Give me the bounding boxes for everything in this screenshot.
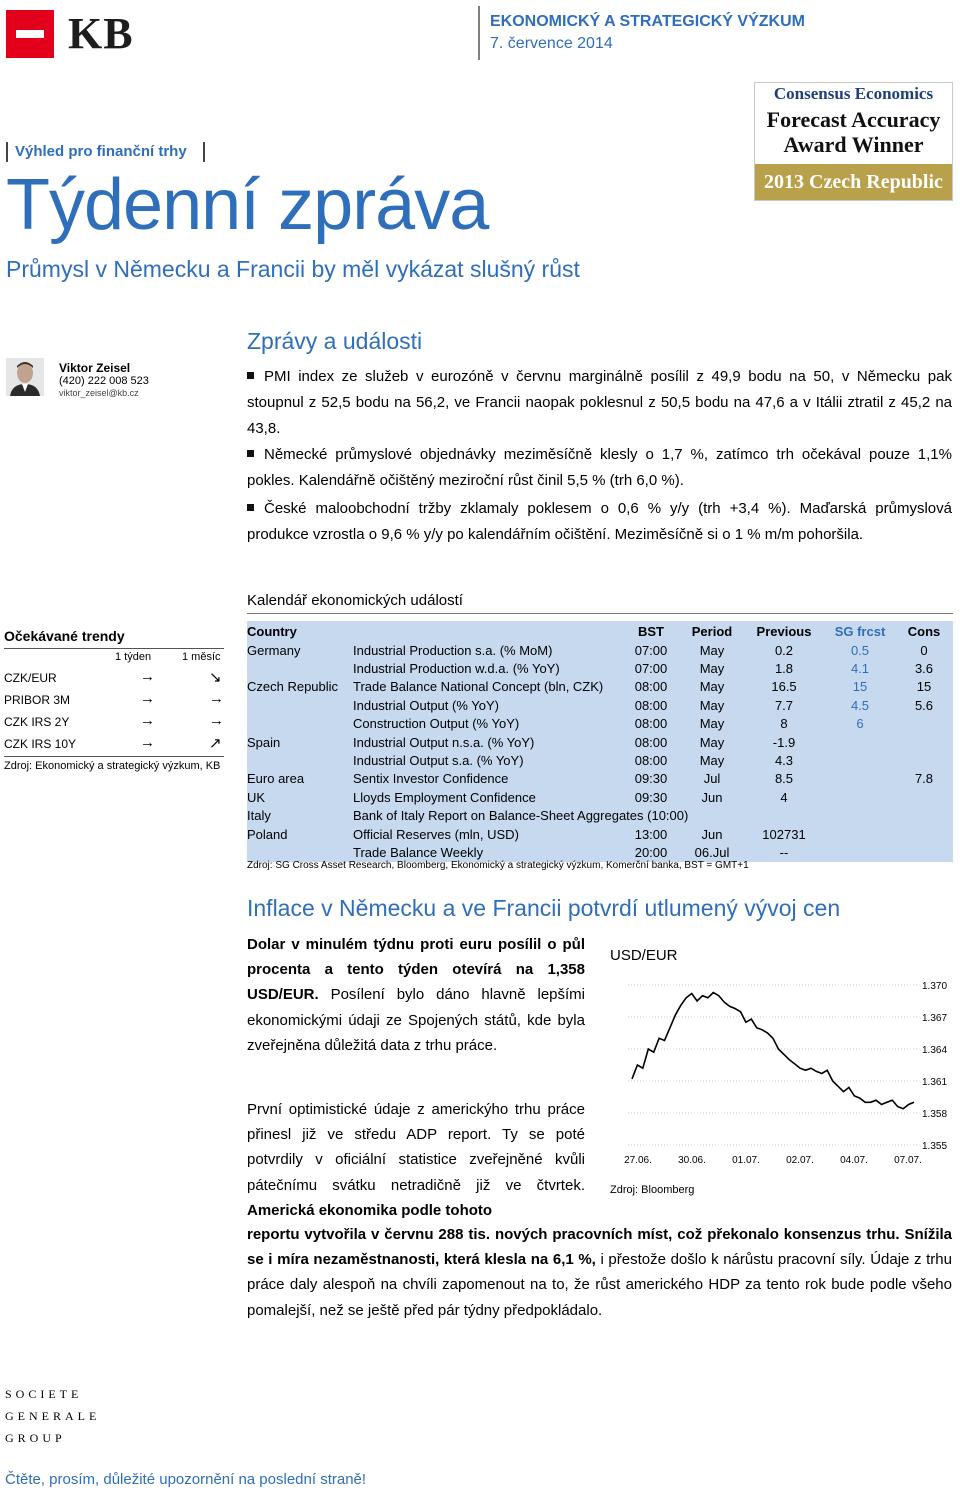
cell-cons [895, 788, 953, 806]
y-tick-label: 1.367 [922, 1013, 948, 1024]
award-band [755, 164, 952, 200]
cell-previous: 0.2 [774, 642, 794, 658]
cell-period: May [699, 642, 725, 658]
cell-indicator: Industrial Production w.d.a. (% YoY) [353, 661, 560, 677]
cell-bst: 08:00 [634, 734, 668, 750]
trends-row-name: CZK IRS 2Y [4, 715, 70, 729]
cell-country: Euro area [247, 771, 305, 787]
sg-logo-line: GENERALE [5, 1409, 101, 1423]
award-line2: Forecast Accuracy [766, 107, 941, 132]
cell-country: Czech Republic [247, 679, 339, 695]
cell-sg [825, 770, 895, 788]
cell-previous: -1.9 [772, 734, 796, 750]
cell-indicator: Sentix Investor Confidence [353, 771, 509, 787]
cell-cons: 7.8 [914, 771, 934, 787]
bullet-icon [247, 450, 254, 457]
cell-bst: 09:30 [634, 789, 668, 805]
chart-title: USD/EUR [610, 947, 678, 964]
trends-row-name: CZK IRS 10Y [4, 737, 77, 751]
header-consensus: Cons [907, 623, 941, 639]
cell-sg: 0.5 [850, 642, 870, 658]
cell-country [247, 696, 353, 714]
cell-indicator: Trade Balance Weekly [353, 844, 484, 860]
calendar-header-row [247, 621, 953, 641]
trends-row [4, 689, 224, 711]
kb-logo-mark [6, 10, 54, 58]
cell-previous: 1.8 [774, 661, 794, 677]
cell-cons [895, 825, 953, 843]
cell-cons [895, 715, 953, 733]
cell-period: May [699, 753, 725, 769]
cell-country [247, 659, 353, 677]
cell-cons: 3.6 [914, 661, 934, 677]
sg-logo-line: SOCIETE [5, 1387, 83, 1401]
paragraph-text: Posílení bylo dáno hlavně lepšími ekonomickými údaji ze Spojených států, kde byla zveřejněna důležitá data z trhu práce. [247, 986, 585, 1054]
cell-bst: 20:00 [634, 844, 668, 860]
cell-period: May [699, 734, 725, 750]
cell-country: Spain [247, 734, 281, 750]
cell-indicator: Construction Output (% YoY) [353, 716, 520, 732]
table-row [247, 733, 953, 751]
cell-country: UK [247, 789, 266, 805]
cell-country [247, 843, 353, 861]
trends-divider [4, 756, 224, 757]
paragraph-text: První optimistické údaje z americkýho trhu práce přinesl již ve středu ADP report. Ty se poté potvrdily v oficiální statistice zveřejněné kvůli pátečnímu svátku netradičně již ve čtvrtek. [247, 1101, 585, 1194]
table-row [247, 843, 953, 861]
x-tick-label: 27.06. [624, 1155, 652, 1166]
cell-previous: 8.5 [774, 771, 794, 787]
trends-title: Očekávané trendy [4, 628, 125, 644]
table-row [247, 641, 953, 659]
award-line3: Award Winner [783, 132, 924, 157]
report-date: 7. července 2014 [490, 35, 613, 52]
trends-divider [4, 648, 224, 649]
cell-previous: 4 [780, 789, 788, 805]
y-tick-label: 1.370 [922, 981, 948, 992]
header-indicator [353, 621, 621, 641]
arrow-right-icon: → [209, 712, 224, 729]
header-sg-forecast: SG frcst [834, 623, 886, 639]
award-country: Czech Republic [809, 171, 943, 193]
trends-row [4, 711, 224, 733]
cell-sg [825, 825, 895, 843]
y-tick-label: 1.364 [922, 1045, 948, 1056]
news-bullet-3 [247, 496, 952, 548]
arrow-right-icon: → [140, 734, 155, 751]
cell-period: Jun [701, 826, 723, 842]
trends-source: Zdroj: Ekonomický a strategický výzkum, KB [4, 760, 221, 772]
cell-indicator: Trade Balance National Concept (bln, CZK) [353, 679, 604, 695]
header-previous: Previous [756, 623, 812, 639]
department-name: EKONOMICKÝ A STRATEGICKÝ VÝZKUM [490, 13, 805, 30]
cell-previous: 102731 [762, 826, 806, 842]
cell-country: Poland [247, 826, 288, 842]
header-country: Country [247, 623, 297, 639]
x-tick-label: 30.06. [678, 1155, 706, 1166]
analyst-photo-icon [6, 358, 44, 396]
award-badge [754, 82, 953, 201]
cell-sg: 6 [856, 716, 864, 732]
cell-cons [895, 733, 953, 751]
table-row [247, 715, 953, 733]
inflation-paragraph-2-continued [247, 1222, 952, 1323]
cell-indicator: Lloyds Employment Confidence [353, 789, 536, 805]
cell-bst: 07:00 [634, 661, 668, 677]
cell-indicator: Industrial Output s.a. (% YoY) [353, 753, 524, 769]
y-tick-label: 1.361 [922, 1077, 948, 1088]
y-tick-label: 1.358 [922, 1109, 948, 1120]
cell-bst: 08:00 [634, 716, 668, 732]
analyst-phone: (420) 222 008 523 [59, 375, 149, 387]
x-tick-label: 04.07. [840, 1155, 868, 1166]
usd-eur-chart [600, 975, 960, 1175]
bullet-icon [247, 504, 254, 511]
table-row [247, 770, 953, 788]
sg-logo-line: GROUP [5, 1431, 66, 1445]
cell-sg [825, 807, 895, 825]
trends-row [4, 667, 224, 689]
bullet-icon [247, 372, 254, 379]
footer-note[interactable]: Čtěte, prosím, důležité upozornění na poslední straně! [5, 1471, 367, 1488]
cell-sg [825, 733, 895, 751]
table-row [247, 659, 953, 677]
paragraph-bold: Dolar v minulém týdnu proti euru posílil o půl procenta a tento týden otevírá na 1,358 USD/EUR. [247, 936, 585, 1004]
cell-sg: 4.5 [850, 697, 870, 713]
cell-bst: 07:00 [634, 642, 668, 658]
analyst-email[interactable]: viktor_zeisel@kb.cz [59, 388, 139, 398]
header-divider [478, 6, 480, 60]
award-year: 2013 [764, 171, 805, 193]
arrow-right-icon: → [140, 668, 155, 685]
trends-row-name: PRIBOR 3M [4, 693, 71, 707]
cell-country [247, 751, 353, 769]
cell-previous: 8 [780, 716, 788, 732]
kb-logo [6, 10, 140, 58]
cell-bst: 13:00 [634, 826, 668, 842]
cell-cons: 15 [916, 679, 932, 695]
table-row [247, 696, 953, 714]
cell-indicator: Official Reserves (mln, USD) [353, 826, 519, 842]
cell-sg: 15 [852, 679, 868, 695]
cell-previous [743, 807, 825, 825]
cell-sg [825, 751, 895, 769]
y-tick-label: 1.355 [922, 1141, 948, 1152]
series-bar-right [203, 142, 205, 162]
series-bar-left [6, 142, 8, 162]
calendar-divider [247, 613, 953, 614]
news-bullet-1 [247, 364, 952, 442]
calendar-title: Kalendář ekonomických událostí [247, 592, 463, 609]
cell-period: May [699, 716, 725, 732]
arrow-right-icon: → [140, 712, 155, 729]
cell-indicator: Industrial Output n.s.a. (% YoY) [353, 734, 535, 750]
cell-period: Jul [703, 771, 721, 787]
report-series: Výhled pro finanční trhy [15, 143, 187, 160]
report-subtitle: Průmysl v Německu a Francii by měl vykázat slušný růst [6, 256, 580, 282]
inflation-title: Inflace v Německu a ve Francii potvrdí utlumený vývoj cen [247, 895, 841, 921]
cell-country [247, 715, 353, 733]
news-bullet-text: Německé průmyslové objednávky meziměsíčně klesly o 1,7 %, zatímco trh očekával pouze 1,1% pokles. Kalendářně očištěný meziroční růst činil 5,5 % (trh 6,0 %). [247, 446, 952, 489]
kb-logo-text: KB [68, 9, 134, 58]
societe-generale-logo [5, 1383, 100, 1449]
cell-period: Jun [701, 789, 723, 805]
news-title: Zprávy a události [247, 328, 423, 354]
x-tick-label: 07.07. [894, 1155, 922, 1166]
cell-cons [895, 843, 953, 861]
cell-previous: -- [779, 844, 789, 860]
arrow-down-right-icon: ↘ [209, 669, 222, 686]
trends-row [4, 733, 224, 755]
report-title: Týdenní zpráva [6, 165, 489, 245]
inflation-paragraph-1 [247, 932, 585, 1058]
cell-cons [895, 751, 953, 769]
paragraph-bold-lead: Americká ekonomika podle tohoto [247, 1201, 493, 1219]
cell-sg [825, 843, 895, 861]
cell-country: Germany [247, 642, 301, 658]
news-bullet-2 [247, 442, 952, 494]
cell-sg [825, 788, 895, 806]
table-row [247, 825, 953, 843]
paragraph-text: i přestože došlo k nárůstu pracovní síly. Údaje z trhu práce daly alespoň na chvíli zapomenout na to, že růst amerického HDP za tento rok bude podle všeho pomalejší, než se ještě před pár týdny předpokládalo. [247, 1251, 952, 1319]
inflation-paragraph-2 [247, 1097, 585, 1221]
x-tick-label: 02.07. [786, 1155, 814, 1166]
cell-bst: 09:30 [634, 771, 668, 787]
award-line1: Consensus Economics [773, 84, 934, 103]
header-bst: BST [638, 623, 664, 639]
table-row [247, 678, 953, 696]
news-bullet-text: PMI index ze služeb v eurozóně v červnu marginálně posílil z 49,9 bodu na 50, v Německu pak stoupnul z 52,5 bodu na 56,2, ve Francii naopak poklesnul z 50,5 bodu na 47,6 a v Itálii ztratil z 45,2 na 43,8. [247, 368, 952, 437]
series-line-usd-eur [632, 993, 914, 1109]
cell-period: May [699, 661, 725, 677]
arrow-up-right-icon: ↗ [209, 735, 222, 752]
chart-source: Zdroj: Bloomberg [610, 1184, 695, 1196]
header-period: Period [691, 623, 733, 639]
cell-bst: 08:00 [634, 753, 668, 769]
cell-bst: 08:00 [634, 697, 668, 713]
analyst-name: Viktor Zeisel [59, 361, 131, 375]
analyst-photo [6, 358, 44, 396]
cell-previous: 4.3 [774, 753, 794, 769]
table-row [247, 788, 953, 806]
cell-period: May [699, 697, 725, 713]
cell-previous: 7.7 [774, 697, 794, 713]
calendar-table [247, 621, 953, 862]
table-row [247, 807, 953, 825]
trends-col-month: 1 měsíc [182, 651, 221, 663]
cell-previous: 16.5 [771, 679, 797, 695]
cell-period: 06.Jul [694, 844, 730, 860]
cell-indicator: Bank of Italy Report on Balance-Sheet Aggregates (10:00) [353, 808, 689, 824]
news-bullet-text: České maloobchodní tržby zklamaly poklesem o 0,6 % y/y (trh +3,4 %). Maďarská průmyslová produkce vzrostla o 9,6 % y/y po kalendářním očištění. Meziměsíčně si o 1 % m/m pohoršila. [247, 500, 952, 543]
cell-indicator: Industrial Output (% YoY) [353, 697, 499, 713]
cell-country: Italy [247, 808, 271, 824]
table-row [247, 751, 953, 769]
cell-cons [895, 807, 953, 825]
cell-period: May [699, 679, 725, 695]
arrow-right-icon: → [140, 690, 155, 707]
paragraph-bold: reportu vytvořila v červnu 288 tis. nových pracovních míst, což překonalo konsenzus trhu. Snížila se i míra nezaměstnanosti, která klesla na 6,1 %, [247, 1226, 952, 1269]
arrow-right-icon: → [209, 690, 224, 707]
trends-row-name: CZK/EUR [4, 671, 57, 685]
cell-cons: 0 [920, 642, 928, 658]
cell-cons: 5.6 [914, 697, 934, 713]
cell-bst: 08:00 [634, 679, 668, 695]
trends-col-week: 1 týden [115, 651, 152, 663]
cell-indicator: Industrial Production s.a. (% MoM) [353, 642, 553, 658]
x-tick-label: 01.07. [732, 1155, 760, 1166]
calendar-source: Zdroj: SG Cross Asset Research, Bloomberg, Ekonomický a strategický výzkum, Komerční banka, BST = GMT+1 [247, 860, 749, 871]
cell-sg: 4.1 [850, 661, 870, 677]
